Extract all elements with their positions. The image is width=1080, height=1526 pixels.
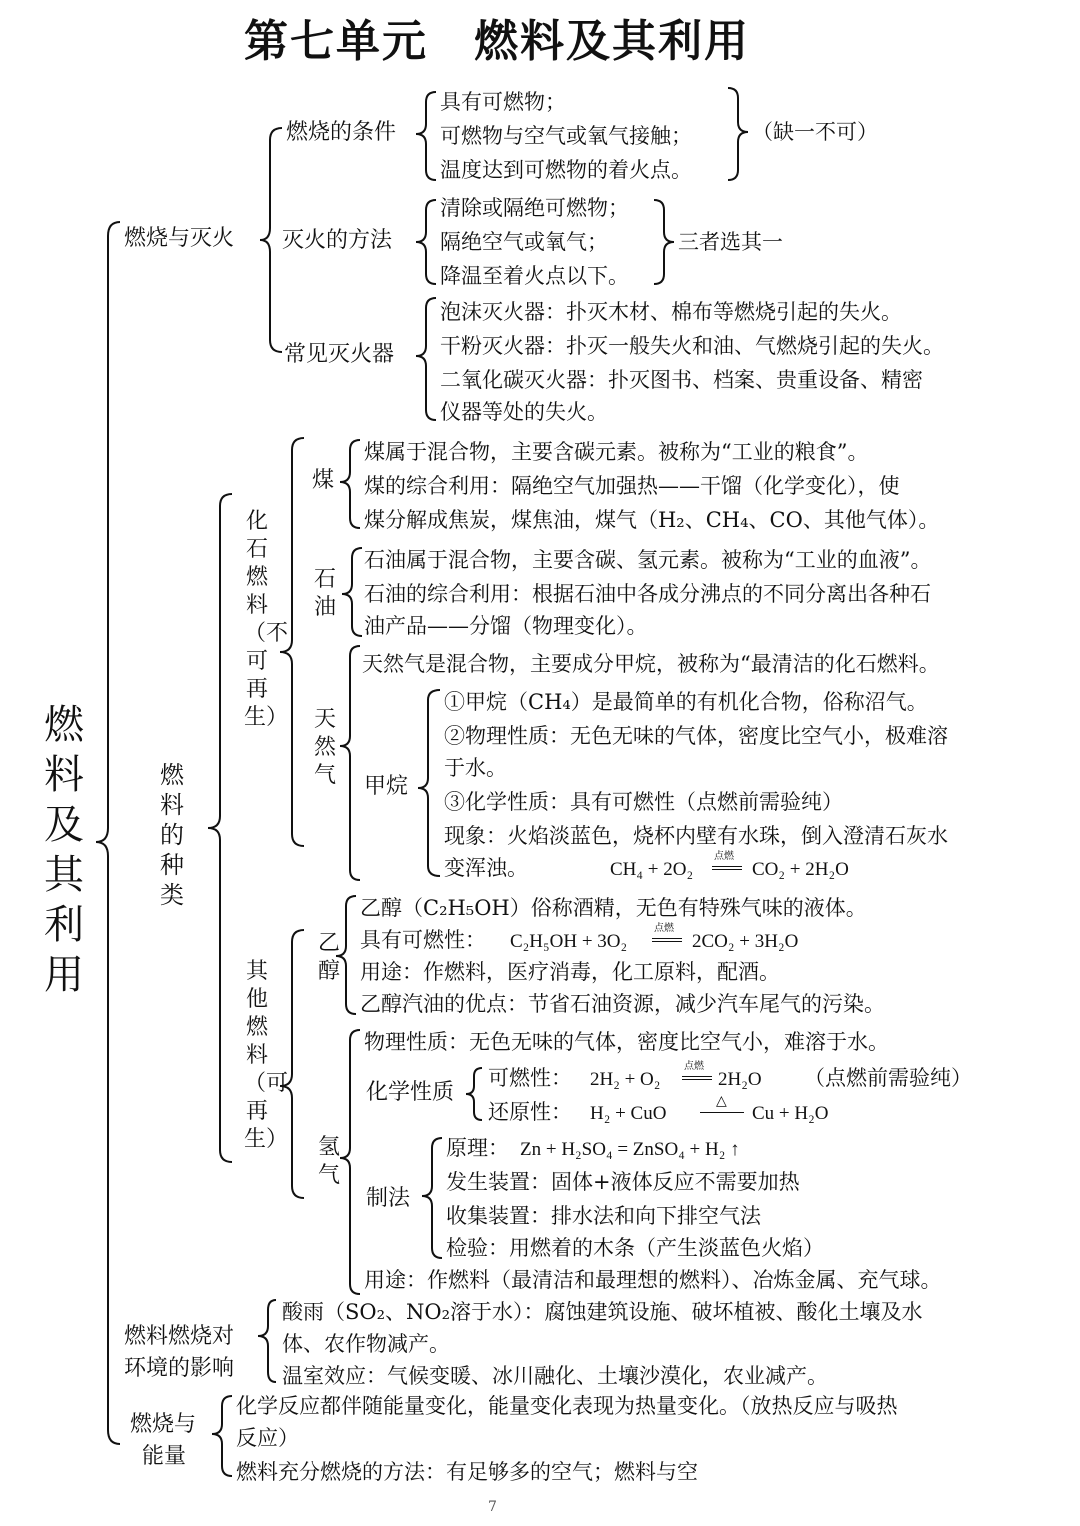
condition-item: 可燃物与空气或氧气接触； xyxy=(440,124,692,148)
hydrogen-use: 用途：作燃料（最清洁和最理想的燃料）、冶炼金属、充气球。 xyxy=(364,1268,942,1292)
hydrogen-reduction-condition: △ xyxy=(716,1093,727,1109)
methane-line: ②物理性质：无色无味的气体，密度比空气小，极难溶 xyxy=(444,724,948,748)
combustion-conditions-label: 燃烧的条件 xyxy=(286,120,397,145)
preparation-principle-equation: Zn + H₂SO₄ = ZnSO₄ + H₂ ↑ xyxy=(520,1139,740,1160)
methane-line: ③化学性质：具有可燃性（点燃前需验纯） xyxy=(444,790,843,814)
environment-label-line: 燃料燃烧对 xyxy=(124,1324,235,1349)
reaction-line-mark xyxy=(700,1112,744,1113)
extinguishers-label: 常见灭火器 xyxy=(284,342,395,367)
other-fuels-label: 其他燃料（可再生） xyxy=(244,959,289,1152)
environment-label-line: 环境的影响 xyxy=(124,1356,235,1381)
methane-equation-condition: 点燃 xyxy=(714,851,734,862)
energy-label-line: 能量 xyxy=(142,1444,187,1469)
ethanol-line: 用途：作燃料，医疗消毒，化工原料，配酒。 xyxy=(360,960,780,984)
preparation-line: 检验：用燃着的木条（产生淡蓝色火焰） xyxy=(446,1236,824,1260)
oil-line: 石油的综合利用：根据石油中各成分沸点的不同分离出各种石 xyxy=(364,582,931,606)
equation-equals-mark xyxy=(652,938,682,942)
hydrogen-combustion-condition: 点燃 xyxy=(684,1061,704,1072)
methane-line: 变浑浊。 xyxy=(444,856,528,880)
coal-line: 煤分解成焦炭，煤焦油，煤气（H₂、CH₄、CO、其他气体）。 xyxy=(364,508,940,532)
extinguisher-line: 二氧化碳灭火器：扑灭图书、档案、贵重设备、精密 xyxy=(440,368,923,392)
page-title: 第七单元 燃料及其利用 xyxy=(244,16,750,67)
hydrogen-combustion-right: 2H₂O xyxy=(718,1069,762,1090)
hydrogen-reduction-right: Cu + H₂O xyxy=(752,1103,829,1124)
ethanol-label: 乙醇 xyxy=(317,931,340,984)
hydrogen-physical: 物理性质：无色无味的气体，密度比空气小，难溶于水。 xyxy=(364,1030,889,1054)
condition-item: 具有可燃物； xyxy=(440,90,566,114)
preparation-principle-prefix: 原理： xyxy=(446,1136,509,1160)
extinguisher-line: 泡沫灭火器：扑灭木材、棉布等燃烧引起的失火。 xyxy=(440,300,902,324)
hydrogen-chemical-label: 化学性质 xyxy=(366,1080,455,1105)
energy-line: 反应） xyxy=(236,1426,299,1450)
extinguisher-line: 干粉灭火器：扑灭一般失火和油、气燃烧引起的失火。 xyxy=(440,334,944,358)
oil-line: 油产品——分馏（物理变化）。 xyxy=(364,614,648,638)
ethanol-line: 乙醇汽油的优点：节省石油资源，减少汽车尾气的污染。 xyxy=(360,992,885,1016)
extinguish-item: 清除或隔绝可燃物； xyxy=(440,196,629,220)
oil-label: 石油 xyxy=(313,567,336,620)
condition-item: 温度达到可燃物的着火点。 xyxy=(440,158,692,182)
environment-line: 温室效应：气候变暖、冰川融化、土壤沙漠化，农业减产。 xyxy=(282,1364,828,1388)
methane-equation-right: CO₂ + 2H₂O xyxy=(752,859,849,880)
methane-line: 于水。 xyxy=(444,756,507,780)
section-fuel-types-label: 燃料的种类 xyxy=(160,761,184,909)
hydrogen-combustion-note: （点燃前需验纯） xyxy=(804,1066,972,1090)
hydrogen-combustion-prefix: 可燃性： xyxy=(488,1066,572,1090)
coal-line: 煤的综合利用：隔绝空气加强热——干馏（化学变化），使 xyxy=(364,474,900,498)
extinguisher-line: 仪器等处的失火。 xyxy=(440,400,608,424)
ethanol-equation-condition: 点燃 xyxy=(654,923,674,934)
ethanol-equation-right: 2CO₂ + 3H₂O xyxy=(692,931,799,952)
energy-line: 化学反应都伴随能量变化，能量变化表现为热量变化。（放热反应与吸热 xyxy=(236,1394,898,1418)
coal-label: 煤 xyxy=(312,468,335,493)
energy-label-line: 燃烧与 xyxy=(130,1412,197,1437)
ethanol-line: 乙醇（C₂H₅OH）俗称酒精，无色有特殊气味的液体。 xyxy=(360,896,867,920)
ethanol-combustion-prefix: 具有可燃性： xyxy=(360,928,486,952)
hydrogen-label: 氢气 xyxy=(317,1135,340,1188)
section-combustion-label: 燃烧与灭火 xyxy=(124,226,235,251)
ethanol-equation-left: C₂H₅OH + 3O₂ xyxy=(510,931,628,952)
hydrogen-preparation-label: 制法 xyxy=(366,1186,411,1211)
hydrogen-reduction-prefix: 还原性： xyxy=(488,1100,572,1124)
environment-line: 体、农作物减产。 xyxy=(282,1332,450,1356)
extinguish-methods-label: 灭火的方法 xyxy=(282,228,393,253)
environment-line: 酸雨（SO₂、NO₂溶于水）：腐蚀建筑设施、破坏植被、酸化土壤及水 xyxy=(282,1300,923,1324)
energy-line: 燃料充分燃烧的方法：有足够多的空气；燃料与空 xyxy=(236,1460,698,1484)
methane-label: 甲烷 xyxy=(364,774,409,799)
methane-line: 现象：火焰淡蓝色，烧杯内壁有水珠，倒入澄清石灰水 xyxy=(444,824,948,848)
equation-equals-mark xyxy=(712,866,742,870)
natural-gas-line: 天然气是混合物，主要成分甲烷，被称为“最清洁的化石燃料。 xyxy=(362,652,940,676)
extinguish-item: 隔绝空气或氧气； xyxy=(440,230,608,254)
natural-gas-label: 天然气 xyxy=(313,707,336,788)
extinguish-item: 降温至着火点以下。 xyxy=(440,264,629,288)
page-number: 7 xyxy=(488,1499,497,1515)
hydrogen-reduction-left: H₂ + CuO xyxy=(590,1103,667,1124)
preparation-line: 发生装置：固体+液体反应不需要加热 xyxy=(446,1170,800,1194)
conditions-note: （缺一不可） xyxy=(752,120,878,144)
coal-line: 煤属于混合物，主要含碳元素。被称为“工业的粮食”。 xyxy=(364,440,869,464)
equation-equals-mark xyxy=(682,1076,712,1080)
methane-line: ①甲烷（CH₄）是最简单的有机化合物，俗称沼气。 xyxy=(444,690,928,714)
oil-line: 石油属于混合物，主要含碳、氢元素。被称为“工业的血液”。 xyxy=(364,548,932,572)
preparation-line: 收集装置：排水法和向下排空气法 xyxy=(446,1204,761,1228)
methane-equation-left: CH₄ + 2O₂ xyxy=(610,859,694,880)
fossil-fuels-label: 化石燃料（不可再生） xyxy=(244,509,289,730)
hydrogen-combustion-left: 2H₂ + O₂ xyxy=(590,1069,661,1090)
extinguish-note: 三者选其一 xyxy=(678,230,783,254)
root-label: 燃料及其利用 xyxy=(44,702,84,998)
